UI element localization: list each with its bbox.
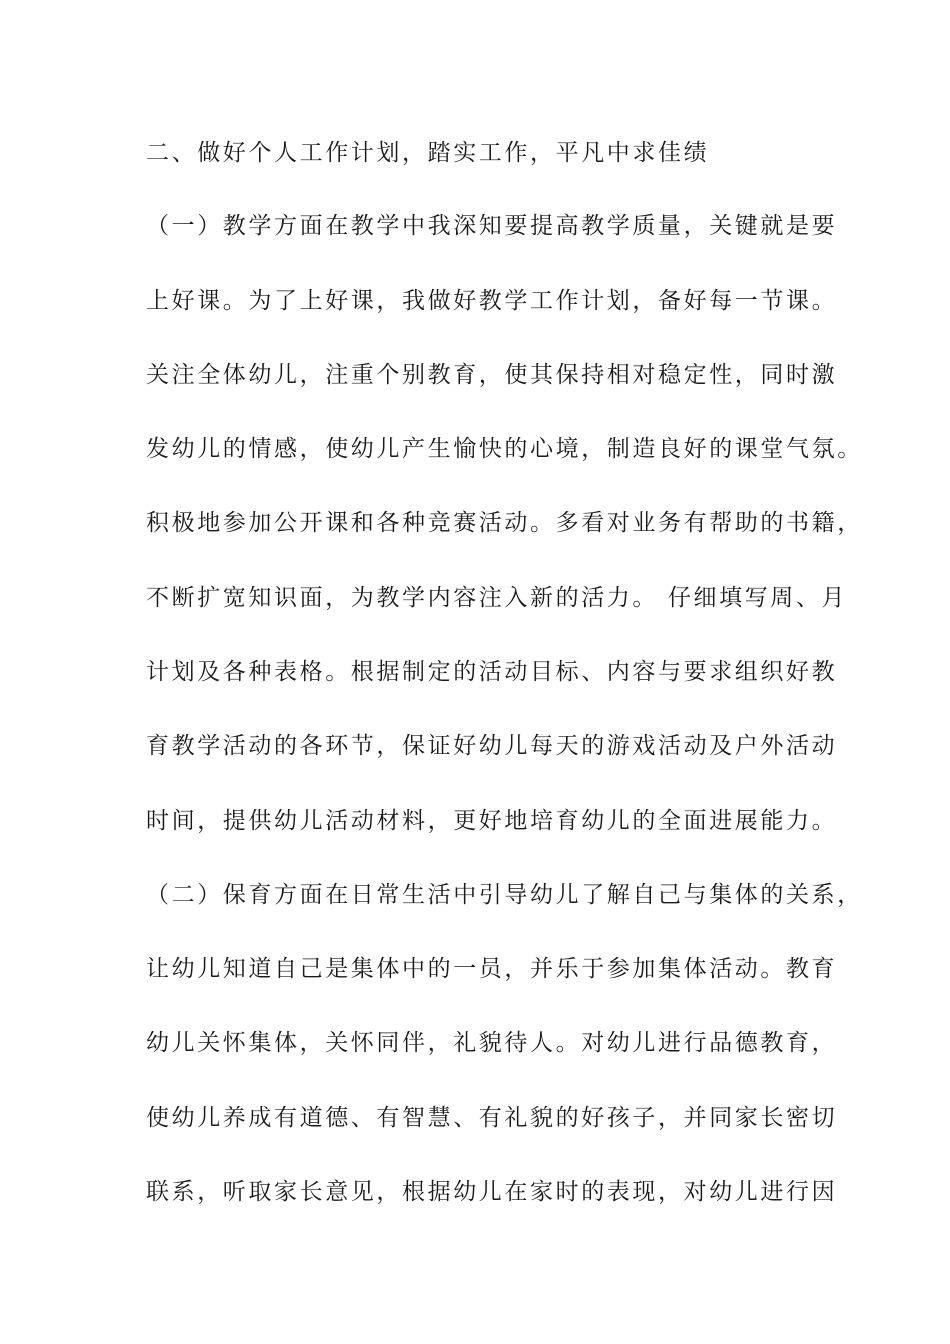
paragraph-line: 幼儿关怀集体，关怀同伴，礼貌待人。对幼儿进行品德教育， — [146, 1030, 838, 1056]
paragraph-line: 上好课。为了上好课，我做好教学工作计划，备好每一节课。 — [146, 288, 838, 314]
paragraph-line: 使幼儿养成有道德、有智慧、有礼貌的好孩子，并同家长密切 — [146, 1105, 838, 1131]
paragraph-line: （一）教学方面在教学中我深知要提高教学质量，关键就是要 — [146, 213, 838, 239]
paragraph-line: 计划及各种表格。根据制定的活动目标、内容与要求组织好教 — [146, 659, 838, 685]
paragraph-line: 不断扩宽知识面，为教学内容注入新的活力。 仔细填写周、月 — [146, 585, 848, 611]
paragraph-line: 让幼儿知道自己是集体中的一员，并乐于参加集体活动。教育 — [146, 956, 838, 982]
section-heading: 二、做好个人工作计划，踏实工作，平凡中求佳绩 — [146, 140, 710, 166]
paragraph-line: 积极地参加公开课和各种竞赛活动。多看对业务有帮助的书籍， — [146, 510, 863, 536]
paragraph-line: 时间，提供幼儿活动材料，更好地培育幼儿的全面进展能力。 — [146, 808, 838, 834]
paragraph-line: 发幼儿的情感，使幼儿产生愉快的心境，制造良好的课堂气氛。 — [146, 436, 863, 462]
paragraph-line: 育教学活动的各环节，保证好幼儿每天的游戏活动及户外活动 — [146, 733, 838, 759]
paragraph-line: 联系，听取家长意见，根据幼儿在家时的表现，对幼儿进行因 — [146, 1179, 838, 1205]
paragraph-line: 关注全体幼儿，注重个别教育，使其保持相对稳定性，同时激 — [146, 362, 838, 388]
paragraph-line: （二）保育方面在日常生活中引导幼儿了解自己与集体的关系， — [146, 882, 863, 908]
